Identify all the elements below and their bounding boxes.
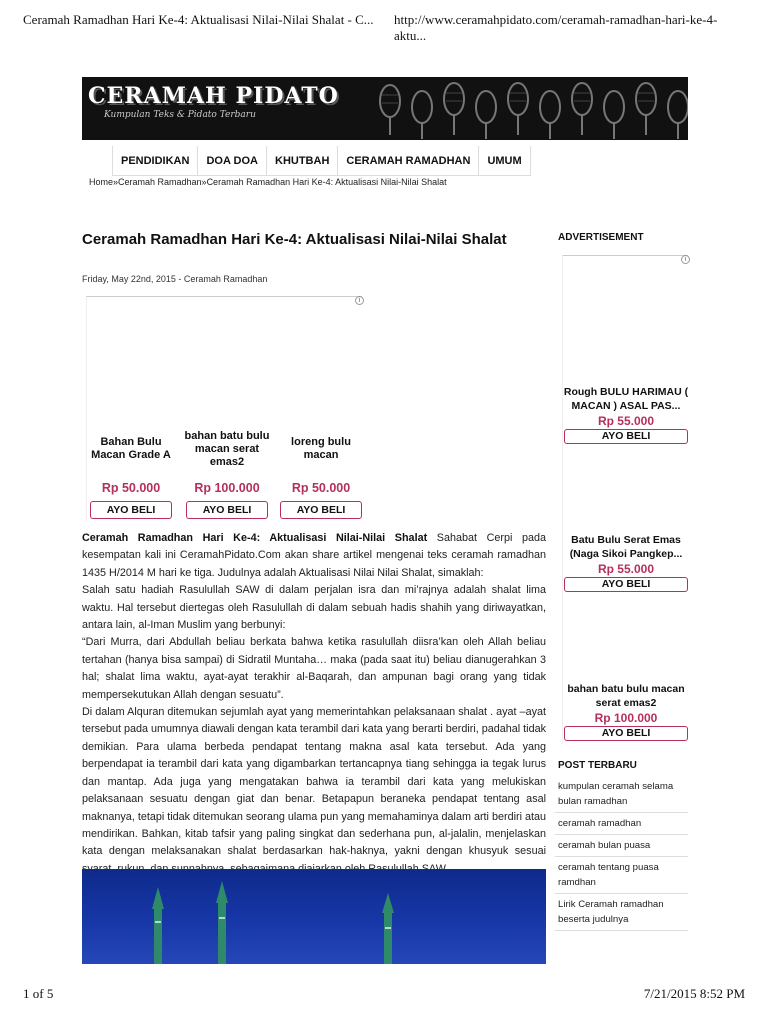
print-footer xyxy=(23,986,745,1002)
nav-item-umum[interactable]: UMUM xyxy=(479,146,530,175)
sidebar-ad-name: Rough BULU HARIMAU ( MACAN ) ASAL PAS... xyxy=(563,386,689,412)
recent-post-link[interactable]: Lirik Ceramah ramadhan beserta judulnya xyxy=(555,894,688,931)
inline-ad-box xyxy=(86,296,362,521)
post-lead-text: Sahabat Cerpi pada kesempatan kali ini CeramahPidato.Com akan share artikel mengenai teks ceramah ramadhan 1435 H/2014 M hari ke tiga. Judulnya adalah Aktualisasi Nilai Nilai Shalat, simaklah: xyxy=(82,532,546,579)
ad-item-price: Rp 50.000 xyxy=(101,481,161,495)
recent-post-link[interactable]: kumpulan ceramah selama bulan ramadhan xyxy=(555,776,688,813)
minaret-silhouettes xyxy=(82,869,546,964)
ad-item-name: bahan batu bulu macan serat emas2 xyxy=(184,429,270,468)
post-image-mosque xyxy=(82,869,546,964)
sidebar-ad-heading: ADVERTISEMENT xyxy=(558,232,644,243)
nav-item-ceramah-ramadhan[interactable]: CERAMAH RAMADHAN xyxy=(338,146,479,175)
post-paragraph: Salah satu hadiah Rasulullah SAW di dalam perjalan isra dan mi’rajnya adalah shalat lima waktu. Hal tersebut diertegas oleh Rasulullah di dalam sebuah hadis shahih yang diriwayatkan, antara lain, al-Iman Muslim yang berbunyi: xyxy=(82,584,546,632)
buy-button[interactable]: AYO BELI xyxy=(564,577,688,592)
ad-info-icon[interactable]: i xyxy=(355,296,364,305)
sidebar-ad-box xyxy=(562,255,688,745)
recent-post-link[interactable]: ceramah ramadhan xyxy=(555,813,688,835)
print-page-title: Ceramah Ramadhan Hari Ke-4: Aktualisasi Nilai-Nilai Shalat - C... xyxy=(23,12,374,27)
ad-item[interactable] xyxy=(277,429,365,519)
sidebar-ad-item[interactable] xyxy=(563,533,689,592)
main-nav xyxy=(112,146,531,176)
sidebar-ad-name: Batu Bulu Serat Emas (Naga Sikoi Pangkep... xyxy=(569,534,683,560)
print-page-number: 1 of 5 xyxy=(23,986,54,1001)
post-meta: Friday, May 22nd, 2015 - Ceramah Ramadhan xyxy=(82,274,268,284)
buy-button[interactable]: AYO BELI xyxy=(90,501,172,519)
ad-item[interactable] xyxy=(87,429,175,519)
sidebar-ad-item[interactable] xyxy=(563,682,689,741)
recent-posts-list xyxy=(555,776,688,931)
sidebar-ad-price: Rp 55.000 xyxy=(597,562,655,576)
sidebar-ad-item[interactable] xyxy=(563,385,689,444)
nav-item-pendidikan[interactable]: PENDIDIKAN xyxy=(112,146,198,175)
ad-item-name: Bahan Bulu Macan Grade A xyxy=(91,436,171,461)
recent-post-link[interactable]: ceramah tentang puasa ramdhan xyxy=(555,857,688,894)
post-paragraph: Di dalam Alquran ditemukan sejumlah ayat yang memerintahkan pelaksanaan shalat . ayat –ayat tersebut pada umumnya diawali dengan kata terambil dari kata yang berarti berdiri, padahal tidak demikian. Para ulama berbeda pendapat tentang makna asal kata tersebut. Ada yang berpendapat ia terambil dari kata yang digambarkan tertancapnya tiang sehingga ia tegak lurus dan mantap. Ada juga yang mengatakan bahwa ia terambil dari kata yang melukiskan pelaksanaan sesuatu dengan giat dan benar. Betapapun beraneka pendapat tentang asal maknanya, tetapi tidak ditemukan seorang ulama pun yang memahaminya dalam arti berdiri atau mendirikan. Bahkan, kitab tafsir yang paling singkat dan sederhana pun, al-jalalin, menjelaskan kata dengan melaksanakan shalat berdasarkan hak-haknya, yakni dengan khusyuk sesuai xyxy=(82,706,546,858)
sidebar-ad-price: Rp 100.000 xyxy=(594,711,658,725)
site-logo: CERAMAH PIDATO xyxy=(88,83,339,109)
site-tagline: Kumpulan Teks & Pidato Terbaru xyxy=(104,110,256,120)
microphone-pattern xyxy=(82,77,688,140)
post-body xyxy=(82,530,546,878)
recent-posts-heading: POST TERBARU xyxy=(558,760,637,771)
buy-button[interactable]: AYO BELI xyxy=(186,501,268,519)
recent-post-link[interactable]: ceramah bulan puasa xyxy=(555,835,688,857)
post-paragraph xyxy=(82,530,546,582)
buy-button[interactable]: AYO BELI xyxy=(564,726,688,741)
ad-item-price: Rp 100.000 xyxy=(194,481,260,495)
print-header xyxy=(23,12,745,43)
post-paragraph: “Dari Murra, dari Abdullah beliau berkata bahwa ketika rasulullah diisra’kan oleh Allah beliau tertahan (hanya bisa sampai) di Sidratil Muntaha… maka (pada saat itu) beliau dianugerahkan 3 hal; shalat lima waktu, ayat-ayat terakhir al-Baqarah, dan ampunan bagi orang yang tidak mempersekutukan Allah dengan sesuatu”. xyxy=(82,636,546,701)
sidebar-ad-name: bahan batu bulu macan serat emas2 xyxy=(567,683,685,709)
print-datetime: 7/21/2015 8:52 PM xyxy=(643,986,745,1001)
breadcrumb[interactable]: Home»Ceramah Ramadhan»Ceramah Ramadhan Hari Ke-4: Aktualisasi Nilai-Nilai Shalat xyxy=(89,177,447,187)
buy-button[interactable]: AYO BELI xyxy=(280,501,362,519)
ad-item-price: Rp 50.000 xyxy=(291,481,351,495)
post-title: Ceramah Ramadhan Hari Ke-4: Aktualisasi Nilai-Nilai Shalat xyxy=(82,231,507,248)
post-lead-title: Ceramah Ramadhan Hari Ke-4: Aktualisasi Nilai-Nilai Shalat xyxy=(82,532,428,544)
buy-button[interactable]: AYO BELI xyxy=(564,429,688,444)
site-banner[interactable] xyxy=(82,77,688,140)
sidebar-ad-price: Rp 55.000 xyxy=(597,414,655,428)
nav-item-doa-doa[interactable]: DOA DOA xyxy=(198,146,267,175)
ad-info-icon[interactable]: i xyxy=(681,255,690,264)
print-page-url: http://www.ceramahpidato.com/ceramah-ramadhan-hari-ke-4-aktu... xyxy=(394,12,718,43)
nav-item-khutbah[interactable]: KHUTBAH xyxy=(267,146,338,175)
ad-item[interactable] xyxy=(183,429,271,519)
ad-item-name: loreng bulu macan xyxy=(291,436,351,461)
